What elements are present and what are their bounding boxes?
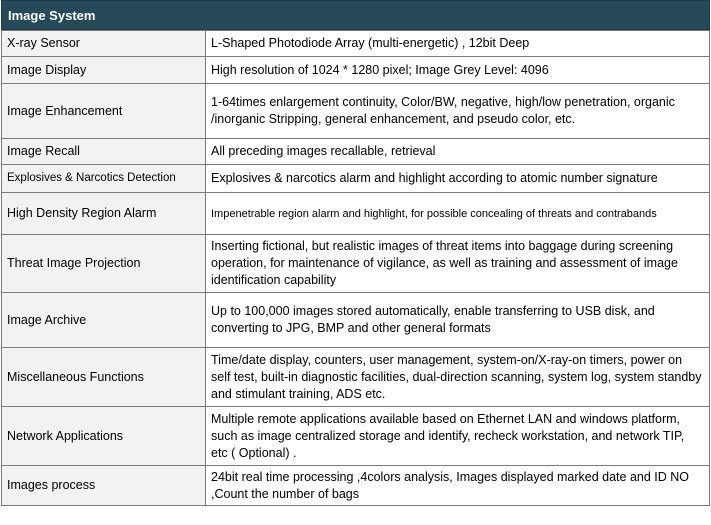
- row-label: Miscellaneous Functions: [2, 348, 206, 407]
- row-label: Image Recall: [2, 139, 206, 165]
- table-row: [2, 348, 710, 407]
- row-label: Image Display: [2, 57, 206, 84]
- table-row: [2, 193, 710, 235]
- row-label: Network Applications: [2, 407, 206, 466]
- table-row: [2, 293, 710, 348]
- spec-table: [1, 30, 710, 506]
- row-label: Threat Image Projection: [2, 235, 206, 293]
- row-label: High Density Region Alarm: [2, 193, 206, 235]
- row-value: 1-64times enlargement continuity, Color/BW, negative, high/low penetration, organic /inorganic Stripping, general enhancement, and pseudo color, etc.: [206, 84, 710, 139]
- spec-sheet: [1, 0, 710, 506]
- table-row: [2, 84, 710, 139]
- table-row: [2, 31, 710, 57]
- row-label: Image Archive: [2, 293, 206, 348]
- row-label: Explosives & Narcotics Detection: [2, 165, 206, 193]
- row-value: Impenetrable region alarm and highlight, for possible concealing of threats and contrabands: [206, 193, 710, 235]
- table-row: [2, 235, 710, 293]
- row-value: L-Shaped Photodiode Array (multi-energetic) , 12bit Deep: [206, 31, 710, 57]
- row-label: X-ray Sensor: [2, 31, 206, 57]
- row-value: High resolution of 1024 * 1280 pixel; Image Grey Level: 4096: [206, 57, 710, 84]
- section-title: Image System: [1, 0, 710, 30]
- row-value: All preceding images recallable, retrieval: [206, 139, 710, 165]
- row-value: Inserting fictional, but realistic images of threat items into baggage during screening operation, for maintenance of vigilance, as well as training and assessment of image identification capability: [206, 235, 710, 293]
- row-value: Multiple remote applications available based on Ethernet LAN and windows platform, such as image centralized storage and identify, recheck workstation, and network TIP, etc ( Optional) .: [206, 407, 710, 466]
- row-value: Explosives & narcotics alarm and highlight according to atomic number signature: [206, 165, 710, 193]
- row-label: Images process: [2, 466, 206, 506]
- table-row: [2, 139, 710, 165]
- row-value: Up to 100,000 images stored automatically, enable transferring to USB disk, and converting to JPG, BMP and other general formats: [206, 293, 710, 348]
- row-value: Time/date display, counters, user management, system-on/X-ray-on timers, power on self test, built-in diagnostic facilities, dual-direction scanning, system log, system standby and stimulant training, ADS etc.: [206, 348, 710, 407]
- row-label: Image Enhancement: [2, 84, 206, 139]
- table-row: [2, 57, 710, 84]
- row-value: 24bit real time processing ,4colors analysis, Images displayed marked date and ID NO ,Count the number of bags: [206, 466, 710, 506]
- table-row: [2, 165, 710, 193]
- table-row: [2, 466, 710, 506]
- table-row: [2, 407, 710, 466]
